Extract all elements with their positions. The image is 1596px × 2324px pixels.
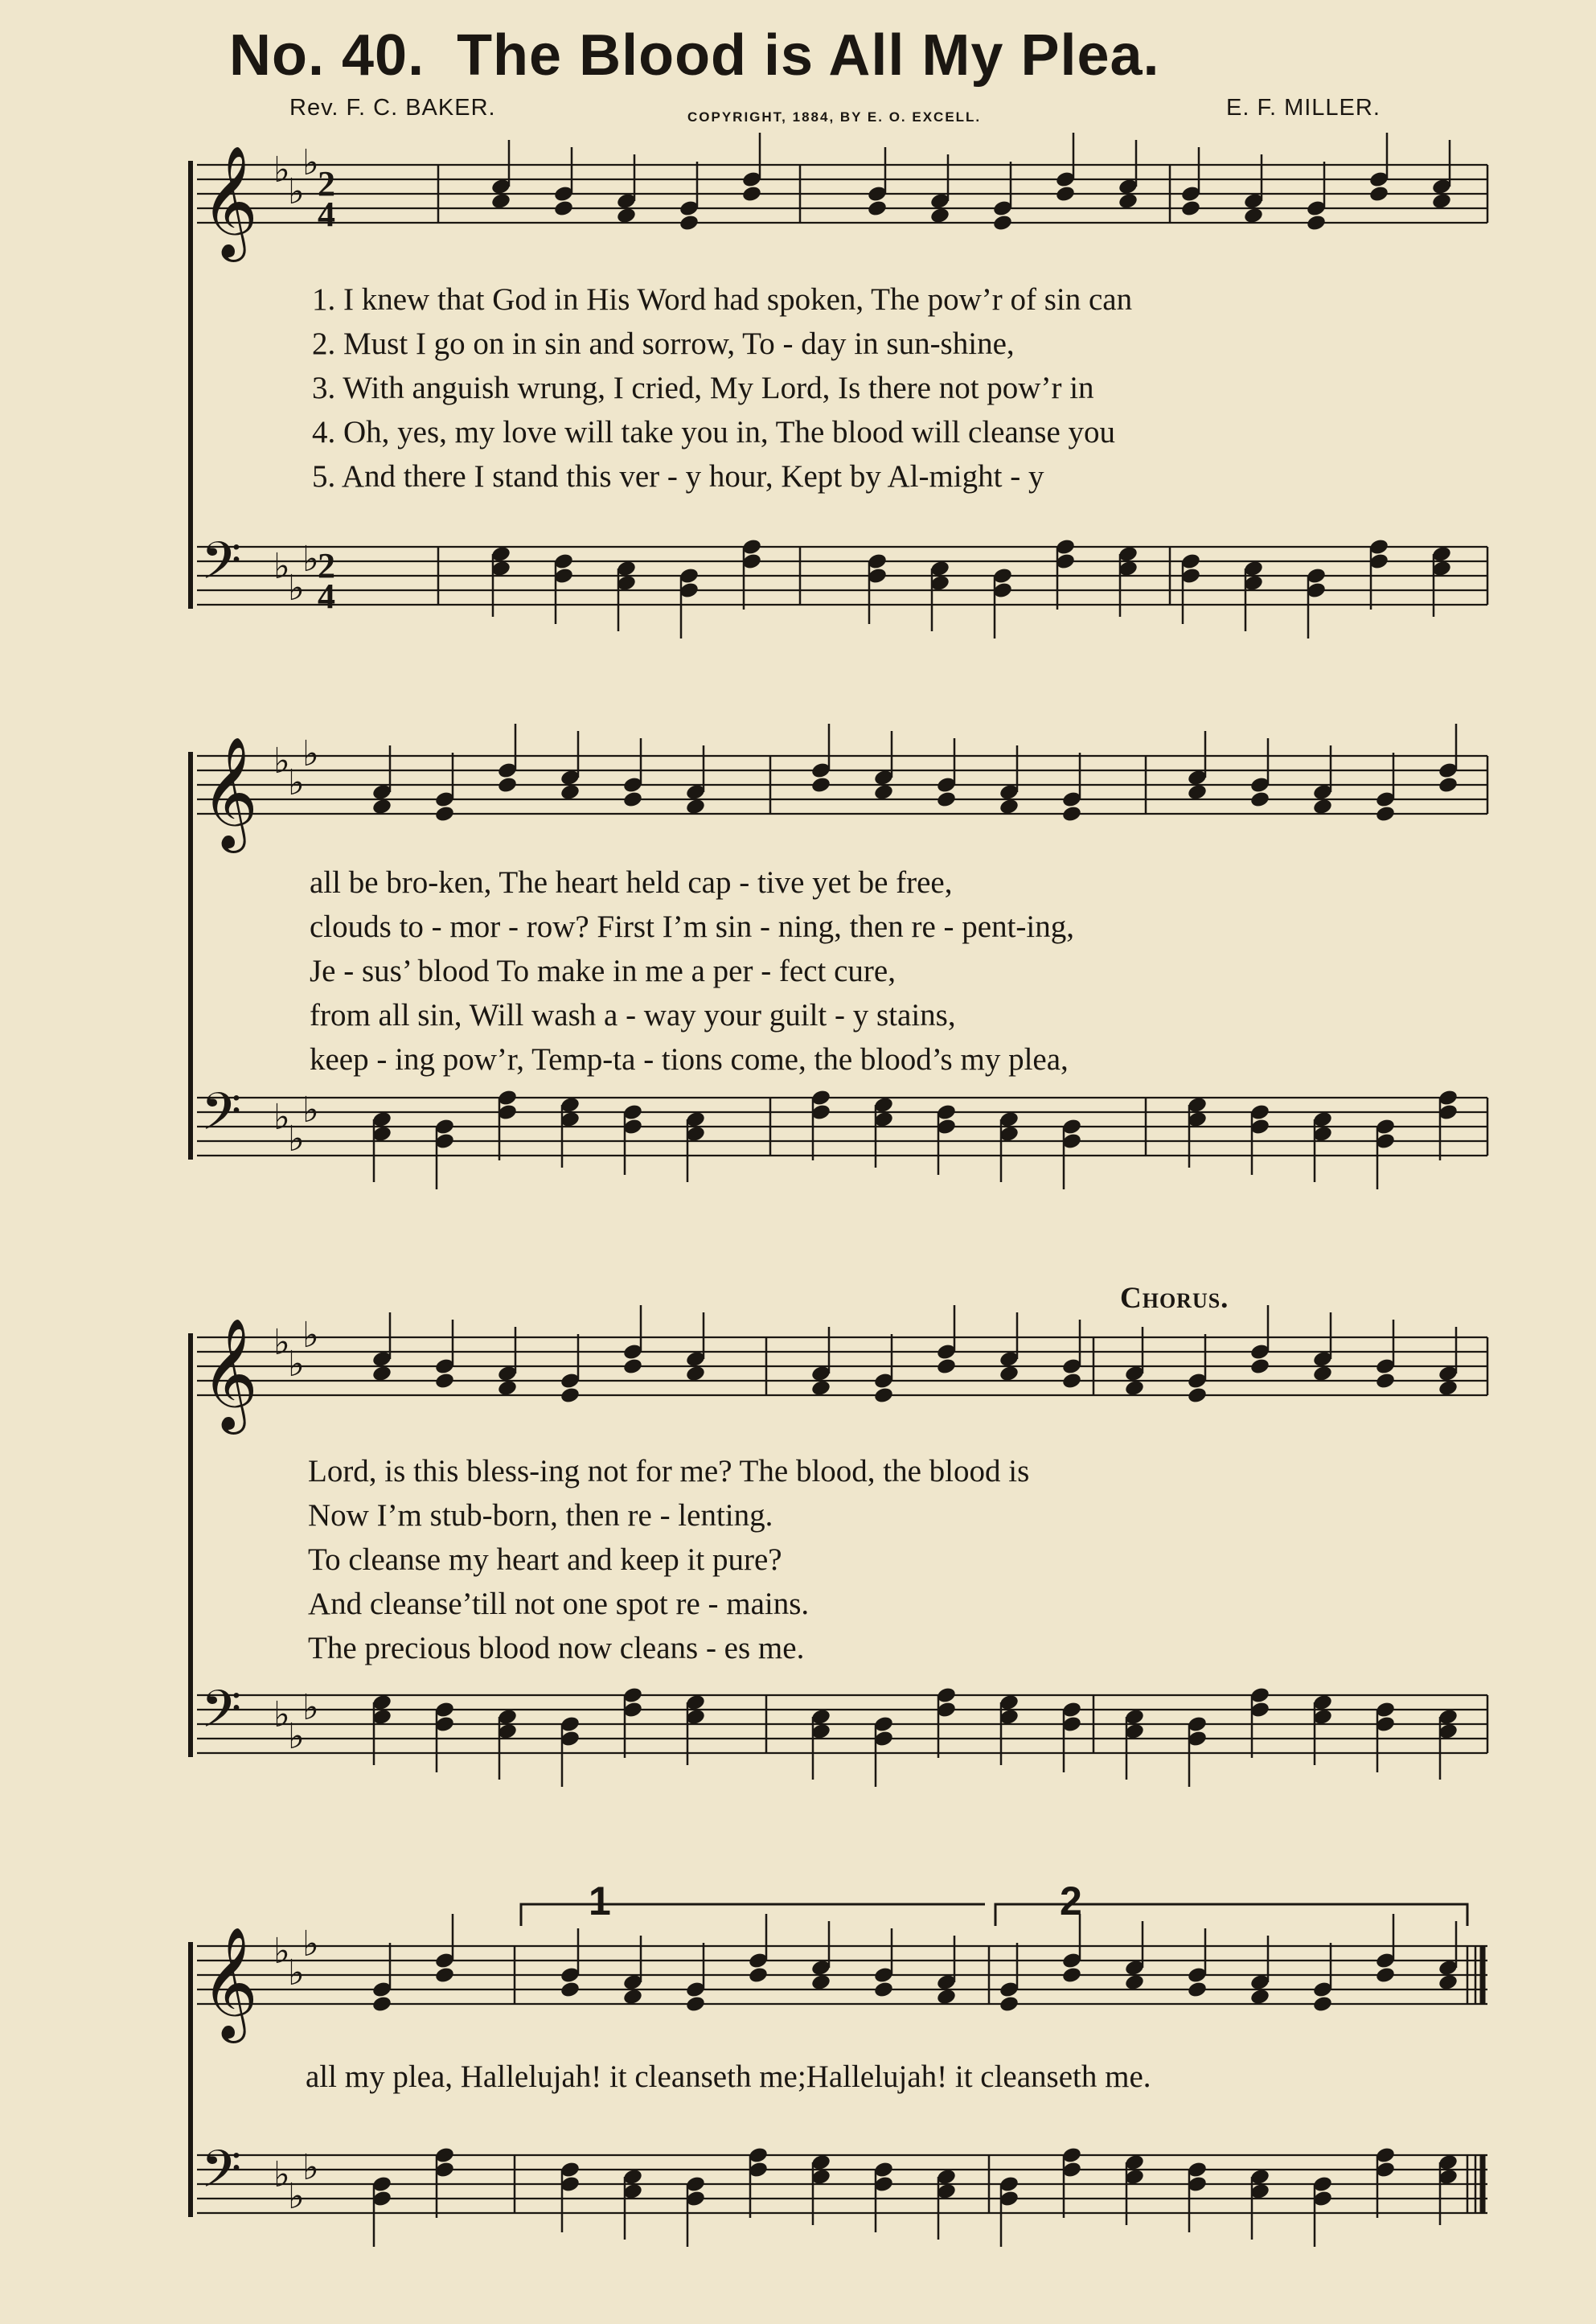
verse2-line: 2. Must I go on in sin and sorrow, To - day in sun-shine, [312,326,1015,361]
notehead [873,1386,894,1405]
notehead [936,790,957,809]
notehead [936,1988,957,2006]
notehead [434,805,455,823]
flat-sign: ♭ [273,1322,290,1363]
notehead [1312,1995,1333,2014]
bass-clef: 𝄢 [201,1680,242,1752]
treble-clef: 𝄞 [201,146,258,257]
flat-sign: ♭ [302,1315,319,1356]
notehead [873,1981,894,1999]
notehead [741,185,762,203]
notehead [867,199,888,218]
notehead [622,790,643,809]
notehead [936,1357,957,1376]
notehead [1187,1386,1208,1405]
system2-lyrics [310,860,1074,1082]
notehead [371,1365,392,1383]
flat-sign: ♭ [273,741,290,782]
notehead [560,1981,581,1999]
flat-sign: ♭ [273,1694,290,1735]
notehead [497,1379,518,1398]
verse5-line: keep - ing pow’r, Temp-ta - tions come, the blood’s my plea, [310,1042,1069,1077]
notehead [748,1966,769,1985]
notehead [1312,1365,1333,1383]
verse3-line: Je - sus’ blood To make in me a per - fect cure, [310,954,896,988]
notehead [497,776,518,795]
time-signature-top: 2 [318,164,335,203]
notehead [1375,1966,1396,1985]
notehead [622,1357,643,1376]
notehead [560,1386,581,1405]
verse4-line: 4. Oh, yes, my love will take you in, The blood will cleanse you [312,415,1116,450]
notehead [1249,1357,1270,1376]
hymn-number: No. 40. [229,23,425,88]
notehead [1306,214,1327,232]
notehead [685,1995,706,2014]
notehead [1180,199,1201,218]
hymn-title-text: The Blood is All My Plea. [457,23,1160,88]
verse4-line: from all sin, Will wash a - way your guilt - y stains, [310,998,956,1033]
flat-sign: ♭ [273,1097,290,1138]
flat-sign: ♭ [288,1952,305,1993]
flat-sign: ♭ [288,1344,305,1385]
flat-sign: ♭ [288,2176,305,2217]
flat-sign: ♭ [288,1716,305,1757]
notehead [810,776,831,795]
notehead [1187,783,1208,802]
flat-sign: ♭ [273,150,290,191]
notehead [1438,776,1459,795]
notehead [873,783,894,802]
time-signature-bottom: 4 [318,577,335,616]
notehead [434,1966,455,1985]
lyricist-credit: Rev. F. C. BAKER. [289,95,496,121]
notehead [1243,207,1264,225]
verse2-line: clouds to - mor - row? First I’m sin - ning, then re - pent-ing, [310,909,1074,944]
composer-credit: E. F. MILLER. [1226,95,1381,121]
notehead [560,783,581,802]
verse5-line: The precious blood now cleans - es me. [308,1631,805,1665]
notehead [1124,1379,1145,1398]
notehead [1124,1973,1145,1992]
notehead [1368,185,1389,203]
flat-sign: ♭ [288,568,305,609]
notehead [1375,1372,1396,1390]
flat-sign: ♭ [302,142,319,183]
notehead [1249,1988,1270,2006]
notehead [685,1365,706,1383]
notehead [1118,192,1139,211]
notehead [434,1372,455,1390]
notehead [1061,1372,1082,1390]
notehead [1438,1973,1459,1992]
first-ending-number: 1 [589,1878,611,1924]
flat-sign: ♭ [273,546,290,587]
flat-sign: ♭ [288,171,305,212]
flat-sign: ♭ [273,1931,290,1972]
notehead [371,798,392,816]
notehead [810,1379,831,1398]
flat-sign: ♭ [302,1090,319,1131]
flat-sign: ♭ [302,539,319,580]
verse1-line: 1. I knew that God in His Word had spoken, The pow’r of sin can [312,282,1133,317]
notehead [999,798,1020,816]
treble-clef: 𝄞 [201,1927,258,2039]
notehead [929,207,950,225]
notehead [810,1973,831,1992]
notehead [992,214,1013,232]
verse1-line: Lord, is this bless-ing not for me? The blood, the blood is [308,1454,1030,1488]
flat-sign: ♭ [273,2154,290,2195]
verse1-line: all be bro-ken, The heart held cap - tive yet be free, [310,865,953,900]
chorus-label: Chorus. [1120,1282,1229,1315]
verse3-line: To cleanse my heart and keep it pure? [308,1542,782,1577]
notehead [371,1995,392,2014]
notehead [679,214,700,232]
system3-lyrics [308,1449,1029,1670]
notehead [1055,185,1076,203]
system4-lyrics [306,2055,1151,2099]
treble-clef: 𝄞 [201,1318,258,1430]
notehead [1061,1966,1082,1985]
bass-clef: 𝄢 [201,532,242,604]
flat-sign: ♭ [288,762,305,803]
treble-clef: 𝄞 [201,737,258,848]
time-signature-bottom: 4 [318,195,335,234]
flat-sign: ♭ [302,2147,319,2188]
notehead [1375,805,1396,823]
notehead [1431,192,1452,211]
notehead [1438,1379,1459,1398]
verse3-line: 3. With anguish wrung, I cried, My Lord, Is there not pow’r in [312,371,1094,405]
time-signature-top: 2 [318,546,335,585]
bass-clef: 𝄢 [201,2140,242,2212]
chorus-final-line: all my plea, Hallelujah! it cleanseth me;Hallelujah! it cleanseth me. [306,2059,1151,2094]
notehead [1187,1981,1208,1999]
system1-lyrics [312,277,1132,499]
second-ending-number: 2 [1060,1878,1082,1924]
copyright-notice: COPYRIGHT, 1884, BY E. O. EXCELL. [687,109,982,125]
flat-sign: ♭ [302,1924,319,1965]
bass-clef: 𝄢 [201,1082,242,1155]
notehead [1249,790,1270,809]
notehead [999,1995,1020,2014]
notehead [616,207,637,225]
notehead [1061,805,1082,823]
notehead [999,1365,1020,1383]
notehead [553,199,574,218]
notehead [685,798,706,816]
flat-sign: ♭ [302,1687,319,1728]
notehead [1312,798,1333,816]
flat-sign: ♭ [302,733,319,774]
flat-sign: ♭ [288,1119,305,1160]
notehead [490,192,511,211]
verse5-line: 5. And there I stand this ver - y hour, Kept by Al-might - y [312,459,1044,494]
notehead [622,1988,643,2006]
verse2-line: Now I’m stub-born, then re - lenting. [308,1498,773,1533]
verse4-line: And cleanse’till not one spot re - mains. [308,1587,810,1621]
